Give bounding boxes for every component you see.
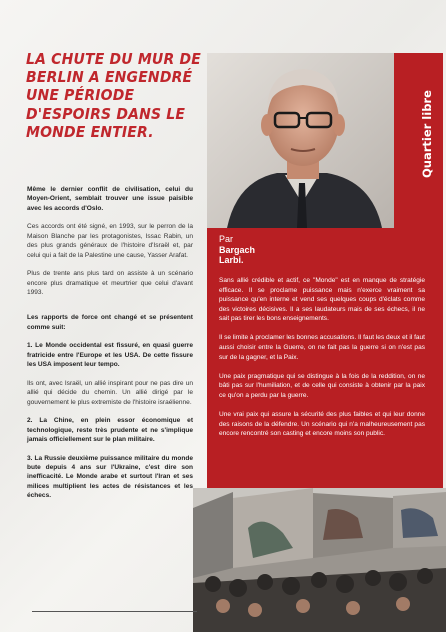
point-3: 3. La Russie deuxième puissance militaire du monde bute depuis 4 ans sur l'Ukraine, c'est dire son inefficacité. Le Monde arabe et surtout l'Iran et ses milices multiplient les actes de résistances et les échecs. bbox=[27, 454, 193, 500]
headline-line: LA CHUTE DU MUR DE bbox=[26, 50, 201, 68]
paragraph: Une paix pragmatique qui se distingue à la fois de la reddition, on ne bâti pas sur l'humiliation, et de celle qui consiste à obtenir par la paix ce qu'on a perdu par la guerre. bbox=[219, 372, 425, 399]
subheading: Les rapports de force ont changé et se présentent comme suit: bbox=[27, 314, 193, 331]
paragraph: Plus de trente ans plus tard on assiste à un scénario encore plus dramatique et meurtrier que celui d'avant 1993. bbox=[27, 270, 193, 297]
headline-line: D'ESPOIRS DANS LE bbox=[26, 104, 186, 123]
byline bbox=[219, 234, 255, 266]
paragraph: Sans allié crédible et actif, ce "Monde" est en manque de stratégie efficace. Il se proclame puissance mais n'exerce vraiment sa puissance qu'en interne et vend ses quelques coups d'éclats comme des victoires décisives. Il a ses laudateurs mais de ses échecs, il ne sait pas tirer les bons enseignements. bbox=[219, 277, 425, 323]
headline-line: BERLIN A ENGENDRÉ bbox=[26, 68, 193, 87]
headline-line: UNE PÉRIODE bbox=[26, 86, 135, 105]
paragraph: Ils ont, avec Israël, un allié inspirant pour ne pas dire un allié qui décide du chemin. Un allié dirigé par le gouvernement le plus extremiste de l'histoire israélienne. bbox=[27, 379, 193, 406]
portrait-image bbox=[207, 53, 394, 228]
section-tab bbox=[394, 53, 443, 228]
point-2: 2. La Chine, en plein essor économique et technologique, reste très prudente et ne s'implique jamais officiellement sur le plan militaire. bbox=[27, 417, 193, 444]
point-1: 1. Le Monde occidental est fissuré, en quasi guerre fratricide entre l'Europe et les USA. De cette fissure les USA imposent leur tempo. bbox=[27, 342, 193, 369]
berlin-wall-photo bbox=[193, 488, 446, 632]
divider bbox=[32, 611, 197, 612]
berlin-wall-image bbox=[193, 488, 446, 632]
author-portrait bbox=[207, 53, 394, 228]
left-column bbox=[27, 185, 193, 510]
byline-prefix: Par bbox=[219, 234, 234, 244]
page-title bbox=[26, 50, 201, 141]
byline-name-line1: Bargach bbox=[219, 244, 256, 255]
right-column bbox=[219, 276, 425, 448]
paragraph: Une vrai paix qui assure la sécurité des plus faibles et qui leur donne des raisons de la défendre. Un scénario qui n'a malheureusement pas encore rencontré son casting et encore moins son public. bbox=[219, 411, 425, 438]
intro-paragraph: Même le dernier conflit de civilisation, celui du Moyen-Orient, semblait trouver une issue paisible avec les accords d'Oslo. bbox=[27, 186, 193, 212]
byline-name-line2: Larbi. bbox=[219, 255, 244, 265]
paragraph: Ces accords ont été signé, en 1993, sur le perron de la Maison Blanche par les protagonistes, Issac Rabin, un des plus grands généraux de l'histoire d'Israël et, par celui qui a fait de la Palestine une cause, Yasser Arafat. bbox=[27, 223, 193, 259]
headline-line: MONDE ENTIER. bbox=[26, 122, 154, 141]
paragraph: Il se limite à proclamer les bonnes accusations. Il faut les deux et il faut aussi choisir entre la Guerre, on ne fait pas la guerre si on n'est pas sur de la gagner, et la Paix. bbox=[219, 334, 425, 361]
section-tab-label: Quartier libre bbox=[420, 90, 434, 178]
